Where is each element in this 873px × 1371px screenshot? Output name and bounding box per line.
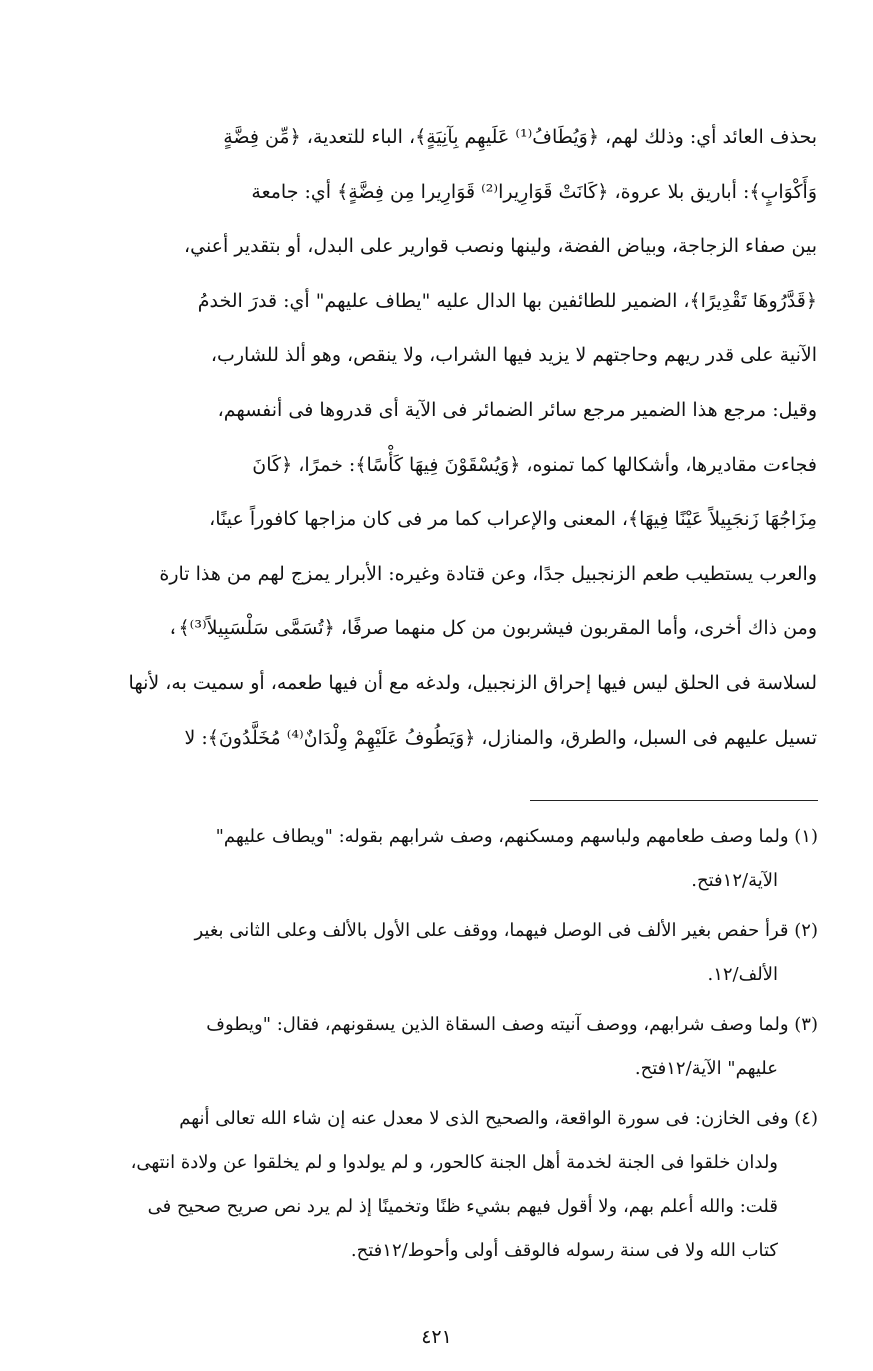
footnote-line: الألف/١٢. — [707, 964, 778, 985]
main-text — [72, 110, 817, 765]
text-line: وَأَكْوَابٍ﴾: أباريق بلا عروة، ﴿كَانَتْ قَوَارِيرا⁽²⁾ قَوَارِيرا مِن فِضَّةٍ﴾ أي: جامعة — [251, 180, 817, 203]
footnote-line: قلت: والله أعلم بهم، ولا أقول فيهم بشيء ظنًا وتخمينًا إذ لم يرد نص صريح صحيح فى — [147, 1196, 778, 1217]
footnote-line: عليهم" الآية/١٢فتح. — [634, 1058, 778, 1079]
footnote-3 — [70, 1003, 818, 1091]
text-line: بين صفاء الزجاجة، وبياض الفضة، ولينها ونصب قوارير على البدل، أو بتقدير أعني، — [183, 235, 817, 258]
footnote-line: (٢) قرأ حفص بغير الألف فى الوصل فيهما، ووقف على الأول بالألف وعلى الثانى بغير — [194, 920, 818, 941]
text-line: تسيل عليهم فى السبل، والطرق، والمنازل، ﴿وَيَطُوفُ عَلَيْهِمْ وِلْدَانٌ⁽⁴⁾ مُخَلَّدُونَ﴾: لا — [184, 726, 817, 749]
text-line: بحذف العائد أي: وذلك لهم، ﴿وَيُطَافُ⁽¹⁾ عَلَيهِم بِآنِيَةٍ﴾، الباء للتعدية، ﴿مِّن فِضَّةٍ — [223, 126, 817, 148]
footnote-2 — [70, 909, 818, 997]
footnote-line: (٤) وفى الخازن: فى سورة الواقعة، والصحيح الذى لا معدل عنه إن شاء الله تعالى أنهم — [179, 1108, 818, 1129]
page-number: ٤٢١ — [421, 1326, 452, 1348]
footnote-line: (٣) ولما وصف شرابهم، ووصف آنيته وصف السقاة الذين يسقونهم، فقال: "ويطوف — [206, 1014, 818, 1035]
text-line: الآنية على قدر ريهم وحاجتهم لا يزيد فيها الشراب، ولا ينقص، وهو ألذ للشارب، — [210, 344, 817, 367]
footnote-line: الآية/١٢فتح. — [691, 870, 778, 891]
footnote-line: (١) ولما وصف طعامهم ولباسهم ومسكنهم، وصف شرابهم بقوله: "ويطاف عليهم" — [215, 826, 818, 847]
footnote-4 — [70, 1097, 818, 1273]
text-line: لسلاسة فى الحلق ليس فيها إحراق الزنجبيل، ولدغه مع أن فيها طعمه، أو سميت به، لأنها — [128, 671, 817, 694]
footnote-line: كتاب الله ولا فى سنة رسوله فالوقف أولى وأحوط/١٢فتح. — [350, 1240, 778, 1261]
text-line: وقيل: مرجع هذا الضمير مرجع سائر الضمائر فى الآية أى قدروها فى أنفسهم، — [217, 398, 817, 421]
text-line: والعرب يستطيب طعم الزنجبيل جدًا، وعن قتادة وغيره: الأبرار يمزج لهم من هذا تارة — [159, 562, 817, 585]
text-line: فجاءت مقاديرها، وأشكالها كما تمنوه، ﴿وَيُسْقَوْنَ فِيهَا كَأْسًا﴾: خمرًا، ﴿كَانَ — [252, 453, 817, 476]
text-line: ﴿قَدَّرُوهَا تَقْدِيرًا﴾، الضمير للطائفين بها الدال عليه "يطاف عليهم" أي: قدرَ الخدمُ — [197, 289, 817, 312]
text-line: ومن ذاك أخرى، وأما المقربون فيشربون من كل منهما صرفًا، ﴿تُسَمَّى سَلْسَبِيلاً⁽³⁾﴾، — [167, 617, 817, 640]
footnote-1 — [70, 815, 818, 903]
footnote-separator — [530, 800, 818, 801]
text-line: مِزَاجُهَا زَنجَبِيلاً عَيْنًا فِيهَا﴾، المعنى والإعراب كما مر فى كان مزاجها كافوراً عينًا، — [209, 508, 817, 531]
footnote-line: ولدان خلقوا فى الجنة لخدمة أهل الجنة كالحور، و لم يولدوا و لم يخلقوا عن ولادة انتهى، — [130, 1152, 778, 1173]
footnotes — [70, 815, 818, 1279]
